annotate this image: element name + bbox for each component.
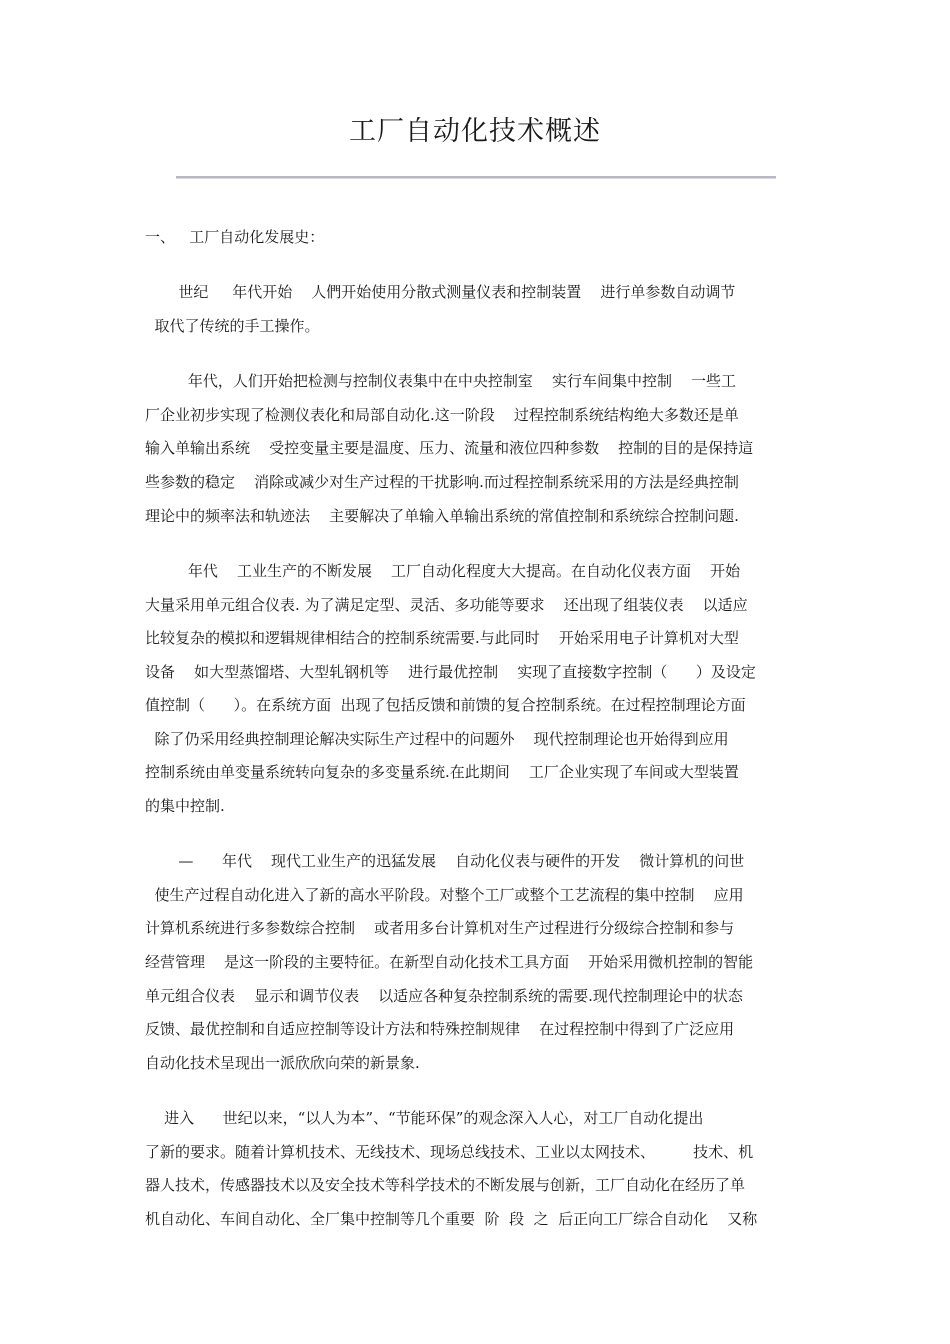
paragraph-line: 进入 世纪以来，“以人为本”、“节能环保”的观念深入人心，对工厂自动化提出 <box>145 1109 704 1127</box>
paragraph-line: 大量采用单元组合仪表. 为了满足定型、灵活、多功能等要求 还出现了组装仪表 以适应 <box>145 596 748 614</box>
paragraph-line: 值控制（ ）。在系统方面 出现了包括反馈和前馈的复合控制系统。在过程控制理论方面 <box>145 696 746 714</box>
paragraph-line: 单元组合仪表 显示和调节仪表 以适应各种复杂控制系统的需要.现代控制理论中的状态 <box>145 987 743 1005</box>
paragraph-line: 自动化技术呈现出一派欣欣向荣的新景象. <box>145 1054 420 1072</box>
paragraph-line: 经营管理 是这一阶段的主要特征。在新型自动化技术工具方面 开始采用微机控制的智能 <box>145 953 754 971</box>
paragraph-line: 反馈、最优控制和自适应控制等设计方法和特殊控制规律 在过程控制中得到了广泛应用 <box>145 1020 735 1038</box>
paragraph-line: — 年代 现代工业生产的迅猛发展 自动化仪表与硬件的开发 微计算机的问世 <box>145 852 745 870</box>
paragraph-line: 年代 工业生产的不断发展 工厂自动化程度大大提高。在自动化仪表方面 开始 <box>145 562 741 580</box>
title-divider <box>176 176 776 179</box>
paragraph-line: 厂企业初步实现了检测仪表化和局部自动化.这一阶段 过程控制系统结构绝大多数还是单 <box>145 406 739 424</box>
paragraph-line: 设备 如大型蒸馏塔、大型轧钢机等 进行最优控制 实现了直接数字控制（ ）及设定 <box>145 663 756 681</box>
paragraph-line: 些参数的稳定 消除或减少对生产过程的干扰影响.而过程控制系统采用的方法是经典控制 <box>145 473 739 491</box>
paragraph-line: 使生产过程自动化进入了新的高水平阶段。对整个工厂或整个工艺流程的集中控制 应用 <box>145 886 744 904</box>
paragraph-line: 控制系统由单变量系统转向复杂的多变量系统.在此期间 工厂企业实现了车间或大型装置 <box>145 763 739 781</box>
paragraph-line: 除了仍采用经典控制理论解决实际生产过程中的问题外 现代控制理论也开始得到应用 <box>145 730 729 748</box>
paragraph-line: 器人技术，传感器技术以及安全技术等科学技术的不断发展与创新，工厂自动化在经历了单 <box>145 1176 746 1194</box>
paragraph-line: 世纪 年代开始 人們开始使用分散式测量仪表和控制装置 进行单参数自动调节 <box>145 283 736 301</box>
paragraph-line: 理论中的频率法和轨迹法 主要解决了单输入单输出系统的常值控制和系统综合控制问题. <box>145 507 739 525</box>
paragraph-line: 机自动化、车间自动化、全厂集中控制等几个重要 阶 段 之 后正向工厂综合自动化 又称 <box>145 1210 758 1228</box>
paragraph-line: 输入单输出系统 受控变量主要是温度、压力、流量和液位四种参数 控制的目的是保持這 <box>145 439 754 457</box>
paragraph-line: 的集中控制. <box>145 797 225 815</box>
paragraph-line: 计算机系统进行多参数综合控制 或者用多台计算机对生产过程进行分级综合控制和参与 <box>145 919 735 937</box>
paragraph-line: 年代，人们开始把检测与控制仪表集中在中央控制室 实行车间集中控制 一些工 <box>145 372 737 390</box>
paragraph-line: 比较复杂的模拟和逻辑规律相结合的控制系统需要.与此同时 开始采用电子计算机对大型 <box>145 629 739 647</box>
document-title: 工厂自动化技术概述 <box>349 116 601 147</box>
paragraph-line: 取代了传统的手工操作。 <box>145 317 320 335</box>
paragraph-line: 了新的要求。随着计算机技术、无线技术、现场总线技术、工业以太网技术、 技术、机 <box>145 1143 754 1161</box>
section-heading: 一、 工厂自动化发展史： <box>145 228 325 246</box>
